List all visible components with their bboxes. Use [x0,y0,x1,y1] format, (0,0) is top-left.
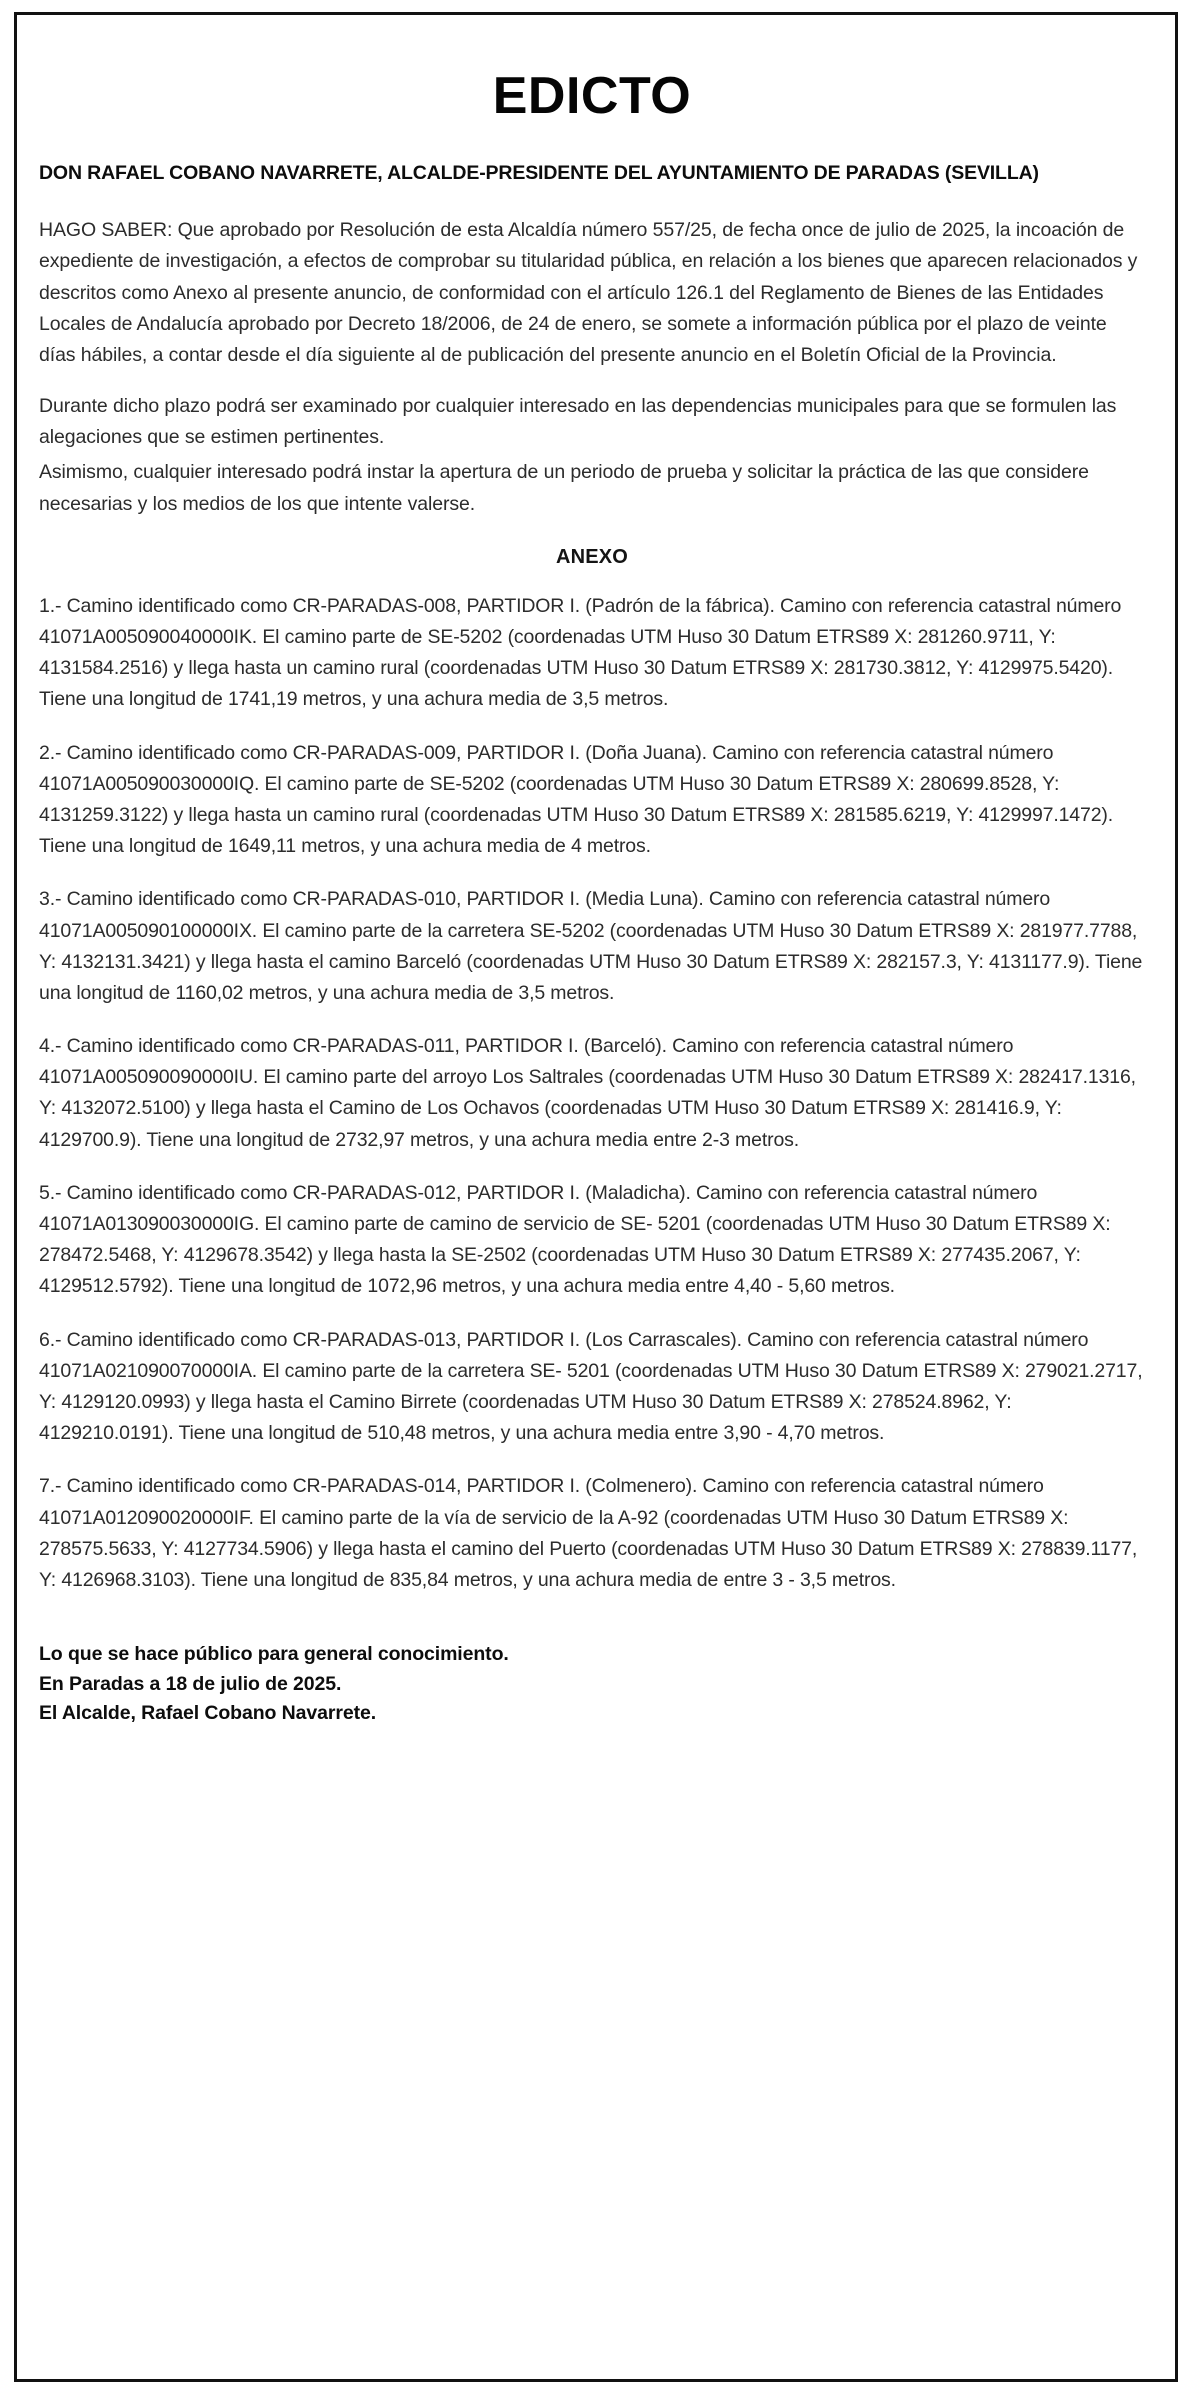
annex-item-1: 1.- Camino identificado como CR-PARADAS-008, PARTIDOR I. (Padrón de la fábrica). Camino con referencia catastral número 41071A005090040000IK. El camino parte de SE-5202 (coordenadas UTM Huso 30 Datum ETRS89 X: 281260.9711, Y: 4131584.2516) y llega hasta un camino rural (coordenadas UTM Huso 30 Datum ETRS89 X: 281730.3812, Y: 4129975.5420). Tiene una longitud de 1741,19 metros, y una achura media de 3,5 metros. [39,594,1122,711]
paragraph-periodo-prueba: Asimismo, cualquier interesado podrá instar la apertura de un periodo de prueba y solicitar la práctica de las que considere necesarias y los medios de los que intente valerse. [39,461,1089,515]
document-page-border [14,12,1178,2382]
document-body [17,15,1175,2379]
addressee-heading: DON RAFAEL COBANO NAVARRETE, ALCALDE-PRESIDENTE DEL AYUNTAMIENTO DE PARADAS (SEVILLA) [39,161,1039,184]
closing-line-publico: Lo que se hace público para general conocimiento. [39,1643,509,1666]
paragraph-examen-plazo: Durante dicho plazo podrá ser examinado por cualquier interesado en las dependencias municipales para que se formulen las alegaciones que se estimen pertinentes. [39,395,1117,449]
annex-item-2: 2.- Camino identificado como CR-PARADAS-009, PARTIDOR I. (Doña Juana). Camino con referencia catastral número 41071A005090030000IQ. El camino parte de SE-5202 (coordenadas UTM Huso 30 Datum ETRS89 X: 280699.8528, Y: 4131259.3122) y llega hasta un camino rural (coordenadas UTM Huso 30 Datum ETRS89 X: 281585.6219, Y: 4129997.1472). Tiene una longitud de 1649,11 metros, y una achura media de 4 metros. [39,741,1114,858]
annex-item-7: 7.- Camino identificado como CR-PARADAS-014, PARTIDOR I. (Colmenero). Camino con referencia catastral número 41071A012090020000IF. El camino parte de la vía de servicio de la A-92 (coordenadas UTM Huso 30 Datum ETRS89 X: 278575.5633, Y: 4127734.5906) y llega hasta el camino del Puerto (coordenadas UTM Huso 30 Datum ETRS89 X: 278839.1177, Y: 4126968.3103). Tiene una longitud de 835,84 metros, y una achura media de entre 3 - 3,5 metros. [39,1475,1138,1591]
closing-line-signature: El Alcalde, Rafael Cobano Navarrete. [39,1702,377,1725]
page-title: EDICTO [492,67,692,125]
annex-item-3: 3.- Camino identificado como CR-PARADAS-010, PARTIDOR I. (Media Luna). Camino con referencia catastral número 41071A005090100000IX. El camino parte de la carretera SE-5202 (coordenadas UTM Huso 30 Datum ETRS89 X: 281977.7788, Y: 4132131.3421) y llega hasta el camino Barceló (coordenadas UTM Huso 30 Datum ETRS89 X: 282157.3, Y: 4131177.9). Tiene una longitud de 1160,02 metros, y una achura media de 3,5 metros. [39,888,1143,1004]
closing-line-place-date: En Paradas a 18 de julio de 2025. [39,1672,342,1695]
annex-heading: ANEXO [555,545,629,568]
annex-item-6: 6.- Camino identificado como CR-PARADAS-013, PARTIDOR I. (Los Carrascales). Camino con referencia catastral número 41071A021090070000IA. El camino parte de la carretera SE- 5201 (coordenadas UTM Huso 30 Datum ETRS89 X: 279021.2717, Y: 4129120.0993) y llega hasta el Camino Birrete (coordenadas UTM Huso 30 Datum ETRS89 X: 278524.8962, Y: 4129210.0191). Tiene una longitud de 510,48 metros, y una achura media entre 3,90 - 4,70 metros. [39,1328,1143,1445]
paragraph-hago-saber: HAGO SABER: Que aprobado por Resolución de esta Alcaldía número 557/25, de fecha once de julio de 2025, la incoación de expediente de investigación, a efectos de comprobar su titularidad pública, en relación a los bienes que aparecen relacionados y descritos como Anexo al presente anuncio, de conformidad con el artículo 126.1 del Reglamento de Bienes de las Entidades Locales de Andalucía aprobado por Decreto 18/2006, de 24 de enero, se somete a información pública por el plazo de veinte días hábiles, a contar desde el día siguiente al de publicación del presente anuncio en el Boletín Oficial de la Provincia. [39,219,1138,366]
annex-item-4: 4.- Camino identificado como CR-PARADAS-011, PARTIDOR I. (Barceló). Camino con referencia catastral número 41071A005090090000IU. El camino parte del arroyo Los Saltrales (coordenadas UTM Huso 30 Datum ETRS89 X: 282417.1316, Y: 4132072.5100) y llega hasta el Camino de Los Ochavos (coordenadas UTM Huso 30 Datum ETRS89 X: 281416.9, Y: 4129700.9). Tiene una longitud de 2732,97 metros, y una achura media entre 2-3 metros. [39,1035,1136,1151]
annex-item-5: 5.- Camino identificado como CR-PARADAS-012, PARTIDOR I. (Maladicha). Camino con referencia catastral número 41071A013090030000IG. El camino parte de camino de servicio de SE- 5201 (coordenadas UTM Huso 30 Datum ETRS89 X: 278472.5468, Y: 4129678.3542) y llega hasta la SE-2502 (coordenadas UTM Huso 30 Datum ETRS89 X: 277435.2067, Y: 4129512.5792). Tiene una longitud de 1072,96 metros, y una achura media entre 4,40 - 5,60 metros. [39,1181,1111,1298]
closing-block [39,1640,1145,1729]
